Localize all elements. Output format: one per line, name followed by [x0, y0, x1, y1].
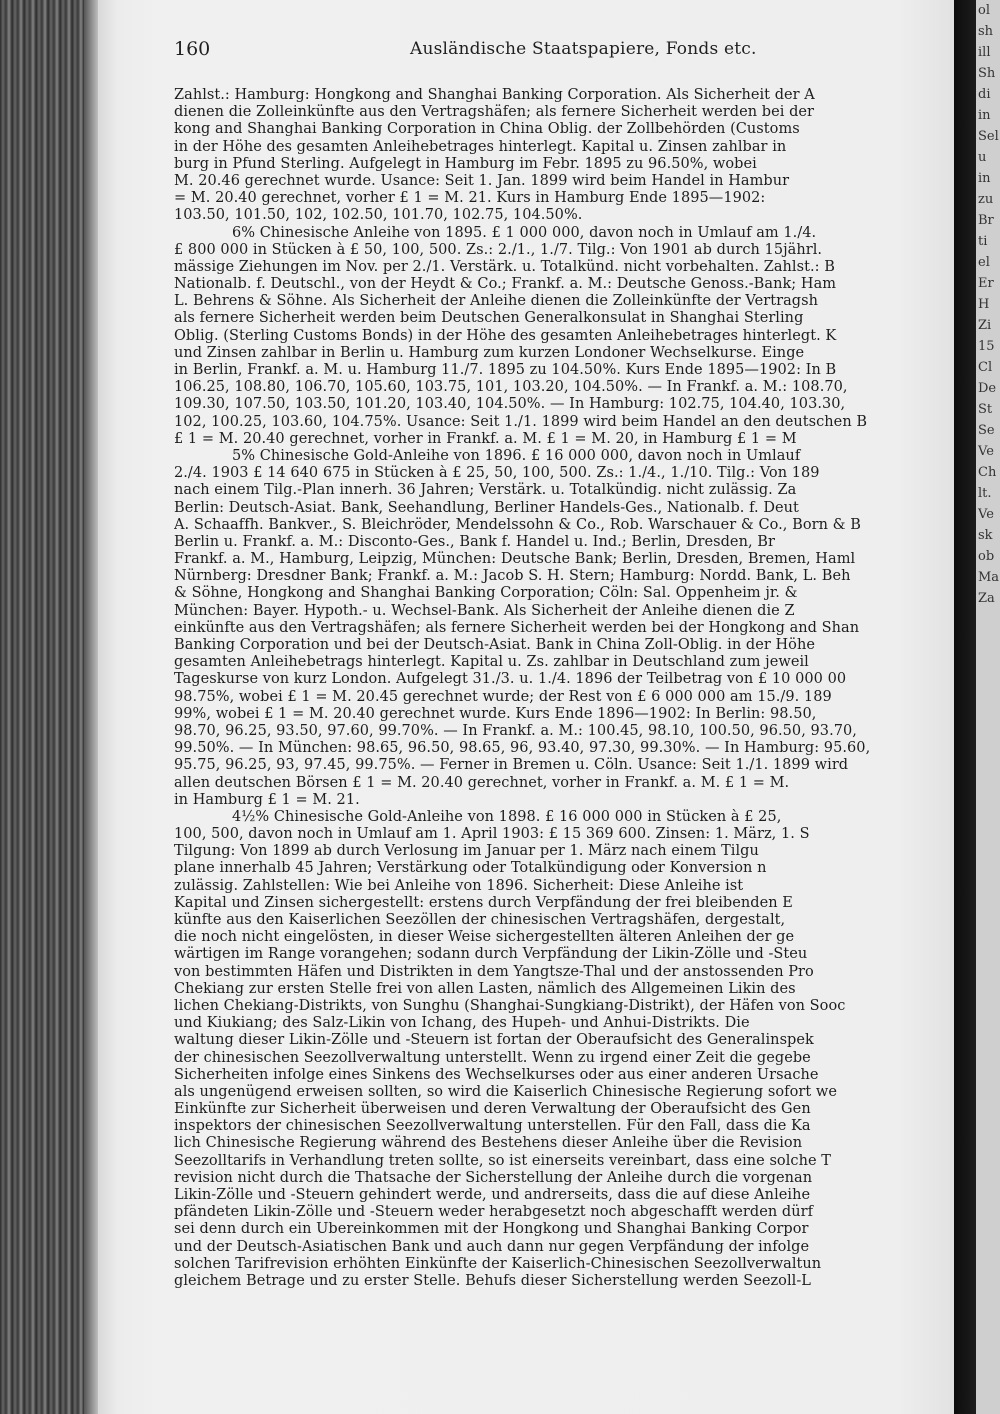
text-line: A. Schaaffh. Bankver., S. Bleichröder, Mendelssohn & Co., Rob. Warschauer & Co., Born & B [174, 516, 861, 533]
text-line: der chinesischen Seezollverwaltung unterstellt. Wenn zu irgend einer Zeit die gegebe [174, 1049, 811, 1066]
text-line: Nürnberg: Dresdner Bank; Frankf. a. M.: Jacob S. H. Stern; Hamburg: Nordd. Bank, L. Beh [174, 568, 851, 585]
text-line: zulässig. Zahlstellen: Wie bei Anleihe von 1896. Sicherheit: Diese Anleihe ist [174, 877, 744, 894]
text-line: 95.75, 96.25, 93, 97.45, 99.75%. — Ferner in Bremen u. Cöln. Usance: Seit 1./1. 1899 wird [174, 757, 849, 774]
page-header [174, 38, 934, 60]
text-line: dienen die Zolleinkünfte aus den Vertragshäfen; als fernere Sicherheit werden bei der [174, 104, 815, 121]
text-line: = M. 20.40 gerechnet, vorher £ 1 = M. 21. Kurs in Hamburg Ende 1895—1902: [174, 190, 766, 207]
text-line: gesamten Anleihebetrags hinterlegt. Kapital u. Zs. zahlbar in Deutschland zum jeweil [174, 654, 809, 671]
text-line: einkünfte aus den Vertragshäfen; als fernere Sicherheit werden bei der Hongkong and Shan [174, 619, 860, 636]
text-line: von bestimmten Häfen und Distrikten in dem Yangtsze-Thal und der anstossenden Pro [174, 963, 814, 980]
running-title: Ausländische Staatspapiere, Fonds etc. [410, 39, 757, 59]
adjacent-page-fragment: Sh [978, 66, 996, 81]
text-line: 2./4. 1903 £ 14 640 675 in Stücken à £ 25, 50, 100, 500. Zs.: 1./4., 1./10. Tilg.: Von 189 [174, 465, 820, 482]
text-line: plane innerhalb 45 Jahren; Verstärkung oder Totalkündigung oder Konversion n [174, 860, 767, 877]
adjacent-page-fragment: di [978, 87, 991, 102]
text-line: 99.50%. — In München: 98.65, 96.50, 98.65, 96, 93.40, 97.30, 99.30%. — In Hamburg: 95.60, [174, 740, 871, 757]
text-line: lichen Chekiang-Distrikts, von Sunghu (Shanghai-Sungkiang-Distrikt), der Häfen von Sooc [174, 997, 846, 1014]
text-line: Nationalb. f. Deutschl., von der Heydt & Co.; Frankf. a. M.: Deutsche Genoss.-Bank; Ham [174, 276, 837, 293]
adjacent-page-fragment: in [978, 171, 991, 186]
text-line: 99%, wobei £ 1 = M. 20.40 gerechnet wurde. Kurs Ende 1896—1902: In Berlin: 98.50, [174, 705, 817, 722]
text-line: Berlin u. Frankf. a. M.: Disconto-Ges., Bank f. Handel u. Ind.; Berlin, Dresden, Br [174, 533, 775, 550]
adjacent-page-fragment: Se [978, 423, 995, 438]
text-line: Frankf. a. M., Hamburg, Leipzig, München: Deutsche Bank; Berlin, Dresden, Bremen, Haml [174, 551, 856, 568]
adjacent-page-fragment: Br [978, 213, 994, 228]
text-line: Tilgung: Von 1899 ab durch Verlosung im Januar per 1. März nach einem Tilgu [174, 843, 759, 860]
text-line: revision nicht durch die Thatsache der Sicherstellung der Anleihe durch die vorgenan [174, 1169, 813, 1186]
text-line: Chekiang zur ersten Stelle frei von allen Lasten, nämlich des Allgemeinen Likin des [174, 980, 796, 997]
text-line: und Zinsen zahlbar in Berlin u. Hamburg zum kurzen Londoner Wechselkurse. Einge [174, 344, 805, 361]
text-line: allen deutschen Börsen £ 1 = M. 20.40 gerechnet, vorher in Frankf. a. M. £ 1 = M. [174, 774, 790, 791]
text-line: Likin-Zölle und -Steuern gehindert werde, und andrerseits, dass die auf diese Anleihe [174, 1187, 811, 1203]
text-line: kong and Shanghai Banking Corporation in China Oblig. der Zollbehörden (Customs [174, 121, 800, 138]
text-line: 5% Chinesische Gold-Anleihe von 1896. £ 16 000 000, davon noch in Umlauf [232, 447, 801, 464]
adjacent-page-fragment: zu [978, 192, 994, 207]
body-text [174, 87, 954, 1290]
text-line: £ 1 = M. 20.40 gerechnet, vorher in Frankf. a. M. £ 1 = M. 20, in Hamburg £ 1 = M [174, 430, 797, 447]
adjacent-page-fragment: St [978, 402, 993, 417]
text-line: L. Behrens & Söhne. Als Sicherheit der Anleihe dienen die Zolleinkünfte der Vertragsh [174, 293, 819, 310]
adjacent-page-fragment: H [978, 297, 990, 312]
text-line: Kapital und Zinsen sichergestellt: erstens durch Verpfändung der frei bleibenden E [174, 894, 793, 911]
text-line: Tageskurse von kurz London. Aufgelegt 31./3. u. 1./4. 1896 der Teilbetrag von £ 10 000 00 [174, 671, 847, 688]
text-line: die noch nicht eingelösten, in dieser Weise sichergestellten älteren Anleihen der ge [174, 929, 795, 946]
text-line: 100, 500, davon noch in Umlauf am 1. April 1903: £ 15 369 600. Zinsen: 1. März, 1. S [174, 826, 810, 843]
text-line: inspektors der chinesischen Seezollverwaltung unterstellen. Für den Fall, dass die Ka [174, 1118, 811, 1135]
text-line: Einkünfte zur Sicherheit überweisen und deren Verwaltung der Oberaufsicht des Gen [174, 1101, 811, 1118]
adjacent-page-fragment: 15 [978, 339, 995, 354]
text-line: nach einem Tilg.-Plan innerh. 36 Jahren; Verstärk. u. Totalkündig. nicht zulässig. Za [174, 482, 797, 499]
adjacent-page-fragment: Sel [978, 129, 999, 144]
scan-right-shadow [954, 0, 976, 1414]
adjacent-page-fragment: in [978, 108, 991, 123]
text-line: gleichem Betrage und zu erster Stelle. Behufs dieser Sicherstellung werden Seezoll-L [174, 1272, 811, 1289]
page-number: 160 [174, 38, 211, 60]
adjacent-page-fragment: el [978, 255, 990, 270]
adjacent-page-fragment: Ch [978, 465, 997, 480]
text-line: München: Bayer. Hypoth.- u. Wechsel-Bank. Als Sicherheit der Anleihe dienen die Z [174, 602, 795, 619]
text-line: Zahlst.: Hamburg: Hongkong and Shanghai Banking Corporation. Als Sicherheit der A [174, 87, 815, 103]
text-line: Berlin: Deutsch-Asiat. Bank, Seehandlung, Berliner Handels-Ges., Nationalb. f. Deut [174, 499, 799, 516]
text-line: solchen Tarifrevision erhöhten Einkünfte der Kaiserlich-Chinesischen Seezollverwaltun [174, 1255, 822, 1272]
text-line: mässige Ziehungen im Nov. per 2./1. Verstärk. u. Totalkünd. nicht vorbehalten. Zahlst.: B [174, 258, 835, 275]
text-line: £ 800 000 in Stücken à £ 50, 100, 500. Zs.: 2./1., 1./7. Tilg.: Von 1901 ab durch 15jährl. [174, 241, 823, 258]
adjacent-page-fragment: lt. [978, 486, 992, 501]
adjacent-page-fragment: Ve [978, 507, 994, 522]
adjacent-page-fragment: Ma [978, 570, 1000, 585]
adjacent-page-fragment: Ve [978, 444, 994, 459]
text-line: 4½% Chinesische Gold-Anleihe von 1898. £ 16 000 000 in Stücken à £ 25, [232, 808, 782, 825]
text-line: künfte aus den Kaiserlichen Seezöllen der chinesischen Vertragshäfen, dergestalt, [174, 912, 786, 928]
text-line: lich Chinesische Regierung während des Bestehens dieser Anleihe über die Revision [174, 1135, 803, 1152]
text-line: waltung dieser Likin-Zölle und -Steuern ist fortan der Oberaufsicht des Generalinspek [174, 1032, 814, 1049]
text-line: sei denn durch ein Übereinkommen mit der Hongkong und Shanghai Banking Corpor [174, 1221, 809, 1238]
text-line: als fernere Sicherheit werden beim Deutschen Generalkonsulat in Shanghai Sterling [174, 310, 804, 327]
adjacent-page-fragment: ti [978, 234, 988, 249]
adjacent-page-fragment: sh [978, 24, 994, 39]
text-line: in Hamburg £ 1 = M. 21. [174, 791, 360, 808]
text-line: wärtigen im Range vorangehen; sodann durch Verpfändung der Likin-Zölle und -Steu [174, 946, 808, 963]
adjacent-page-fragment: ob [978, 549, 995, 564]
text-line: 106.25, 108.80, 106.70, 105.60, 103.75, 101, 103.20, 104.50%. — In Frankf. a. M.: 108.70, [174, 379, 848, 396]
adjacent-page-fragment: ill [978, 45, 991, 60]
adjacent-page-fragment: Cl [978, 360, 993, 375]
text-line: 6% Chinesische Anleihe von 1895. £ 1 000 000, davon noch in Umlauf am 1./4. [232, 224, 817, 241]
text-line: Seezolltarifs in Verhandlung treten sollte, so ist einerseits vereinbart, dass eine solche T [174, 1152, 831, 1169]
adjacent-page-fragment: Er [978, 276, 994, 291]
adjacent-page-fragment: ol [978, 3, 990, 18]
text-line: pfändeten Likin-Zölle und -Steuern weder herabgesetzt noch abgeschafft werden dürf [174, 1204, 814, 1221]
text-line: 98.75%, wobei £ 1 = M. 20.45 gerechnet wurde; der Rest von £ 6 000 000 am 15./9. 189 [174, 688, 832, 705]
text-line: und Kiukiang; des Salz-Likin von Ichang, des Hupeh- und Anhui-Distrikts. Die [174, 1015, 750, 1032]
adjacent-page-edge [976, 0, 1000, 1414]
text-line: M. 20.46 gerechnet wurde. Usance: Seit 1. Jan. 1899 wird beim Handel in Hambur [174, 172, 790, 189]
adjacent-page-fragment: Zi [978, 318, 992, 333]
text-line: 103.50, 101.50, 102, 102.50, 101.70, 102.75, 104.50%. [174, 207, 583, 224]
text-line: & Söhne, Hongkong and Shanghai Banking Corporation; Cöln: Sal. Oppenheim jr. & [174, 585, 798, 602]
adjacent-page-fragment: De [978, 381, 997, 396]
text-line: 109.30, 107.50, 103.50, 101.20, 103.40, 104.50%. — In Hamburg: 102.75, 104.40, 103.30, [174, 396, 846, 413]
text-line: burg in Pfund Sterling. Aufgelegt in Hamburg im Febr. 1895 zu 96.50%, wobei [174, 155, 757, 172]
text-line: in der Höhe des gesamten Anleihebetrages hinterlegt. Kapital u. Zinsen zahlbar in [174, 138, 787, 155]
adjacent-page-fragment: Za [978, 591, 995, 606]
text-line: in Berlin, Frankf. a. M. u. Hamburg 11./7. 1895 zu 104.50%. Kurs Ende 1895—1902: In B [174, 362, 837, 378]
text-line: 102, 100.25, 103.60, 104.75%. Usance: Seit 1./1. 1899 wird beim Handel an den deutschen B [174, 413, 868, 430]
text-line: Banking Corporation und bei der Deutsch-Asiat. Bank in China Zoll-Oblig. in der Höhe [174, 637, 815, 653]
text-line: 98.70, 96.25, 93.50, 97.60, 99.70%. — In Frankf. a. M.: 100.45, 98.10, 100.50, 96.50, 93.70, [174, 722, 857, 739]
text-line: Oblig. (Sterling Customs Bonds) in der Höhe des gesamten Anleihebetrages hinterlegt. K [174, 327, 837, 344]
adjacent-page-fragment: u [978, 150, 987, 165]
scan-binding-edge [0, 0, 98, 1414]
text-line: Sicherheiten infolge eines Sinkens des Wechselkurses oder aus einer anderen Ursache [174, 1066, 819, 1083]
text-line: als ungenügend erweisen sollten, so wird die Kaiserlich Chinesische Regierung sofort we [174, 1083, 837, 1100]
text-line: und der Deutsch-Asiatischen Bank und auch dann nur gegen Verpfändung der infolge [174, 1238, 810, 1255]
adjacent-page-fragment: sk [978, 528, 993, 543]
